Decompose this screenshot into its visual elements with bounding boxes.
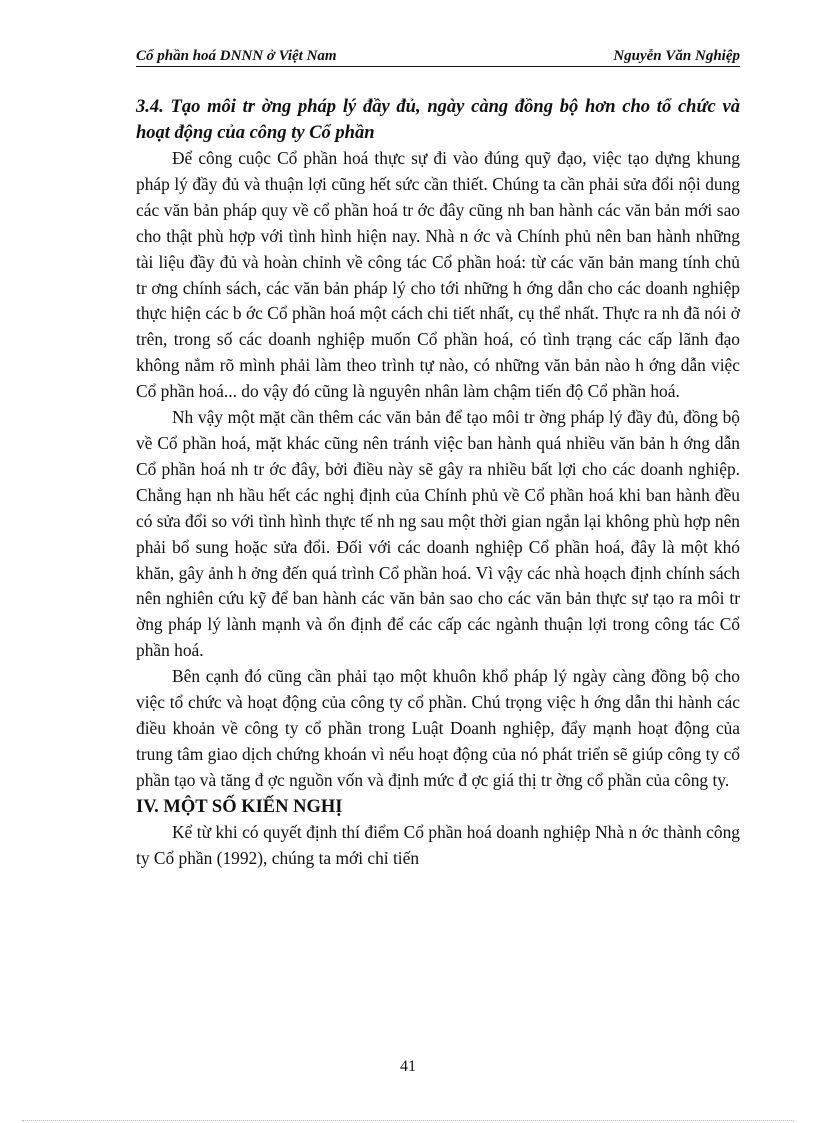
running-header [136,48,740,68]
header-document-title: Cổ phần hoá DNNN ở Việt Nam [136,48,337,64]
paragraph-1: Để công cuộc Cổ phần hoá thực sự đi vào đúng quỹ đạo, việc tạo dựng khung pháp lý đầy đủ và thuận lợi cũng hết sức cần thiết. Chúng ta cần phải sửa đổi nội dung các văn bản pháp quy về cổ phần hoá tr ớc đây cũng nh ban hành các văn bản mới sao cho thật phù hợp với tình hình hiện nay. Nhà n ớc và Chính phủ nên ban hành những tài liệu đầy đủ và hoàn chỉnh về công tác Cổ phần hoá: từ các văn bản mang tính chủ tr ơng chính sách, các văn bản pháp lý cho tới những h ớng dẫn cho các doanh nghiệp thực hiện các b ớc Cổ phần hoá một cách chi tiết nhất, cụ thể nhất. Thực ra nh đã nói ở trên, trong số các doanh nghiệp muốn Cổ phần hoá, có tình trạng các cấp lãnh đạo không nắm rõ mình phải làm theo trình tự nào, có những văn bản nào h ớng dẫn việc Cổ phần hoá... do vậy đó cũng là nguyên nhân làm chậm tiến độ Cổ phần hoá. [136,148,740,402]
page-number: 41 [400,1058,416,1075]
paragraph-3: Bên cạnh đó cũng cần phải tạo một khuôn khổ pháp lý ngày càng đồng bộ cho việc tổ chức và hoạt động của công ty cổ phần. Chú trọng việc h ớng dẫn thi hành các điều khoản về công ty cổ phần trong Luật Doanh nghiệp, đẩy mạnh hoạt động của trung tâm giao dịch chứng khoán vì nếu hoạt động của nó phát triển sẽ giúp công ty cổ phần tạo và tăng đ ợc nguồn vốn và định mức đ ợc giá thị tr ờng cổ phần của công ty. [136,666,740,790]
section-heading: IV. MỘT SỐ KIẾN NGHỊ [136,796,343,817]
body-text [136,94,740,871]
paragraph-2: Nh vậy một mặt cần thêm các văn bản để tạo môi tr ờng pháp lý đầy đủ, đồng bộ về Cổ phần hoá, mặt khác cũng nên tránh việc ban hành quá nhiều văn bản h ớng dẫn Cổ phần hoá nh tr ớc đây, bởi điều này sẽ gây ra nhiều bất lợi cho các doanh nghiệp. Chẳng hạn nh hầu hết các nghị định của Chính phủ về Cổ phần hoá khi ban hành đều có sửa đổi so với tình hình thực tế nh ng sau một thời gian ngắn lại không phù hợp nên phải bổ sung hoặc sửa đổi. Đối với các doanh nghiệp Cổ phần hoá, đây là một khó khăn, gây ảnh h ởng đến quá trình Cổ phần hoá. Vì vậy các nhà hoạch định chính sách nên nghiên cứu kỹ để ban hành các văn bản sao cho các văn bản thực sự tạo ra môi tr ờng pháp lý lành mạnh và ổn định để các cấp các ngành thuận lợi trong công tác Cổ phần hoá. [136,407,740,661]
subsection-heading: 3.4. Tạo môi tr ờng pháp lý đầy đủ, ngày càng đồng bộ hơn cho tổ chức và hoạt động của công ty Cổ phần [136,97,740,143]
page-bottom-border [22,1120,794,1121]
paragraph-4: Kể từ khi có quyết định thí điểm Cổ phần hoá doanh nghiệp Nhà n ớc thành công ty Cổ phần (1992), chúng ta mới chỉ tiến [136,821,740,868]
header-rule [136,66,740,67]
header-author: Nguyễn Văn Nghiệp [613,48,740,64]
